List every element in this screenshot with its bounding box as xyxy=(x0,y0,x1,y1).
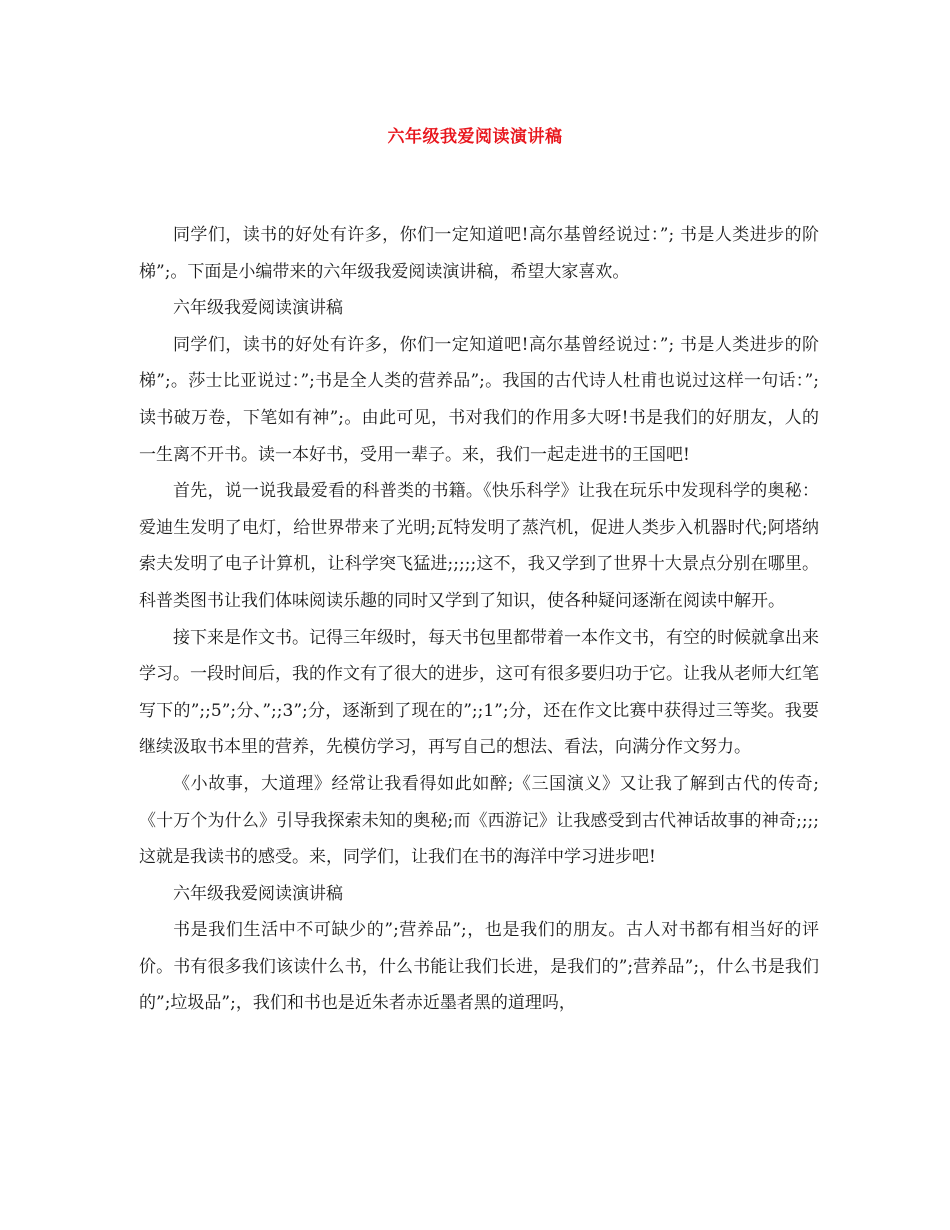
section-heading: 六年级我爱阅读演讲稿 xyxy=(173,298,343,319)
body-paragraph: 接下来是作文书。记得三年级时，每天书包里都带着一本作文书，有空的时候就拿出来学习。一段时间后，我的作文有了很大的进步，这可有很多要归功于它。让我从老师大红笔写下的”;;5”;分、”;;3”;分，逐渐到了现在的”;;1”;分，还在作文比赛中获得过三等奖。我要继续汲取书本里的营养，先模仿学习，再写自己的想法、看法，向满分作文努力。 xyxy=(139,627,819,758)
section-heading: 六年级我爱阅读演讲稿 xyxy=(173,883,343,904)
body-paragraph: 同学们，读书的好处有许多，你们一定知道吧!高尔基曾经说过：”; 书是人类进步的阶梯”;。莎士比亚说过：”;书是全人类的营养品”;。我国的古代诗人杜甫也说过这样一句话：”;读书破万卷，下笔如有神”;。由此可见，书对我们的作用多大呀!书是我们的好朋友，人的一生离不开书。读一本好书，受用一辈子。来，我们一起走进书的王国吧! xyxy=(139,334,819,465)
document-title: 六年级我爱阅读演讲稿 xyxy=(387,127,563,147)
body-paragraph: 书是我们生活中不可缺少的”;营养品”;，也是我们的朋友。古人对书都有相当好的评价。书有很多我们该读什么书，什么书能让我们长进，是我们的”;营养品”;，什么书是我们的”;垃圾品”;，我们和书也是近朱者赤近墨者黑的道理吗， xyxy=(139,920,819,1014)
document-body xyxy=(139,217,819,1022)
body-paragraph: 首先，说一说我最爱看的科普类的书籍。《快乐科学》让我在玩乐中发现科学的奥秘：爱迪生发明了电灯，给世界带来了光明;瓦特发明了蒸汽机，促进人类步入机器时代;阿塔纳索夫发明了电子计算机，让科学突飞猛进;;;;;这不，我又学到了世界十大景点分别在哪里。科普类图书让我们体味阅读乐趣的同时又学到了知识，使各种疑问逐渐在阅读中解开。 xyxy=(139,481,819,611)
body-paragraph: 《小故事，大道理》经常让我看得如此如醉;《三国演义》又让我了解到古代的传奇;《十万个为什么》引导我探索未知的奥秘;而《西游记》让我感受到古代神话故事的神奇;;;;这就是我读书的感受。来，同学们，让我们在书的海洋中学习进步吧! xyxy=(139,773,819,868)
intro-paragraph: 同学们，读书的好处有许多，你们一定知道吧!高尔基曾经说过：”; 书是人类进步的阶梯”;。下面是小编带来的六年级我爱阅读演讲稿，希望大家喜欢。 xyxy=(139,225,819,282)
